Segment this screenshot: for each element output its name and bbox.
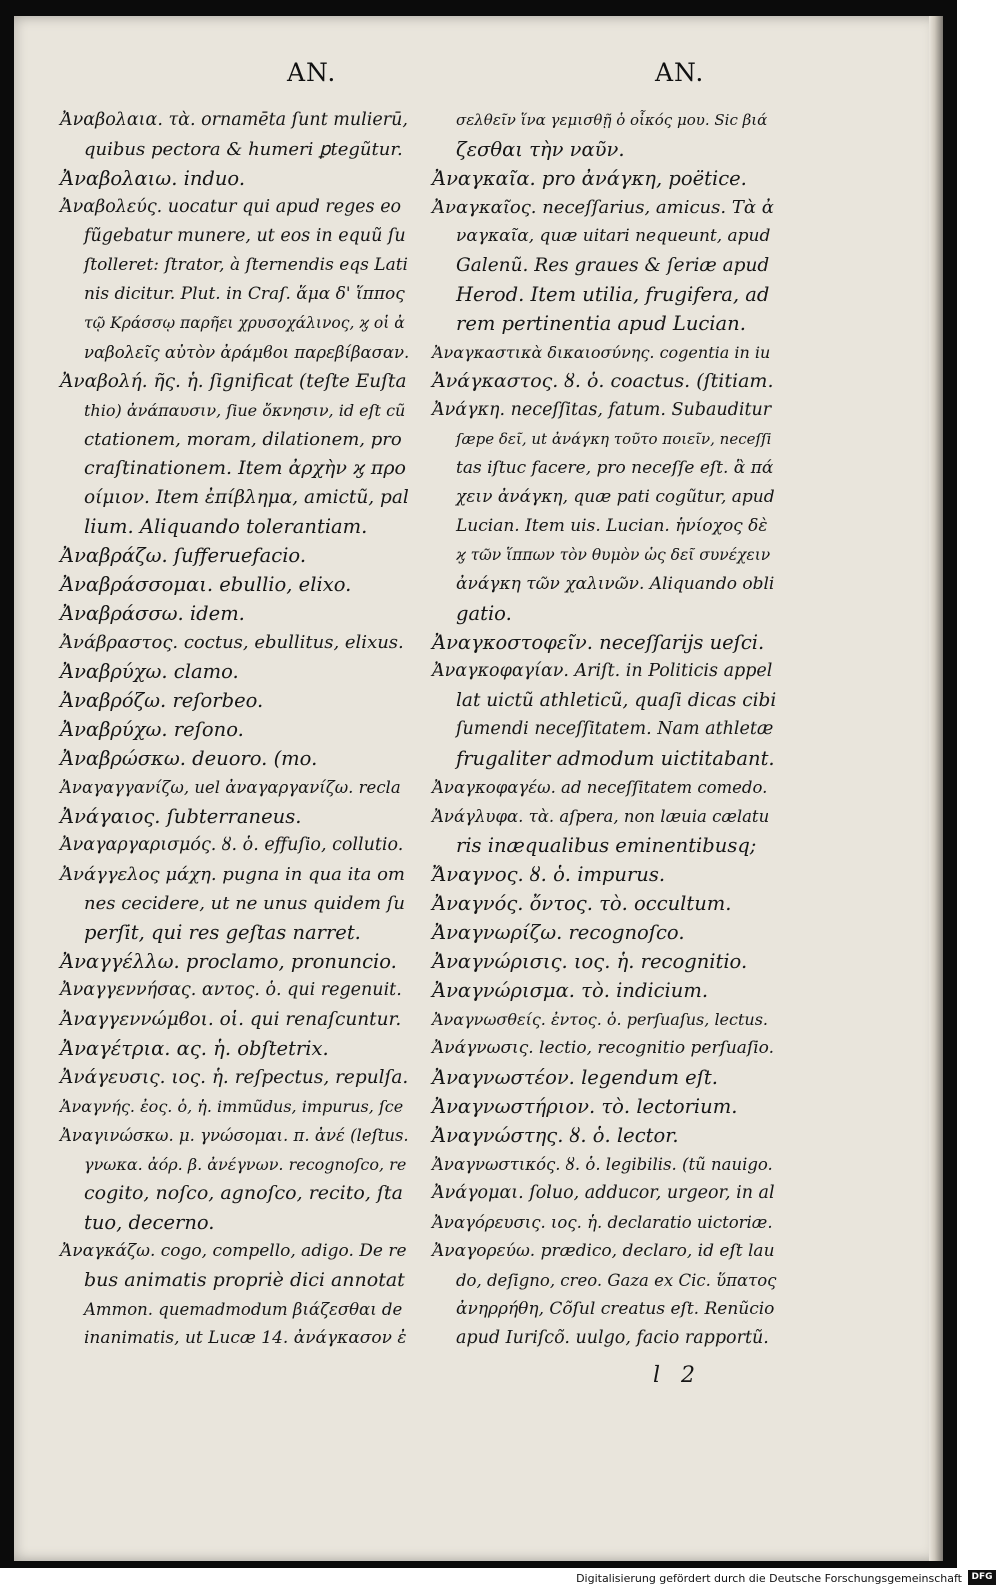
text-line: ζεσθαι τὴν ναῦν.: [456, 138, 625, 161]
text-line: Ἀναγκάζω. cogo, compello, adigo. De re: [60, 1241, 407, 1261]
text-line: Ἀναγκοφαγέω. ad neceſſitatem comedo.: [432, 778, 768, 797]
text-line: Ἀνάγαιος. ſubterraneus.: [60, 805, 302, 828]
text-line: tas iſtuc facere, pro neceſſe eſt. ἃ πά: [456, 458, 774, 478]
text-line: Ἄναγνος. ȣ. ὁ. impurus.: [432, 863, 666, 886]
text-line: Ἀναγκοφαγίαν. Ariſt. in Politicis appel: [432, 661, 773, 681]
text-line: Ἀναβολαιω. induo.: [60, 167, 246, 190]
text-line: Ἀναγνώστης. ȣ. ὁ. lector.: [432, 1124, 679, 1147]
text-line: rem pertinentia apud Lucian.: [456, 312, 746, 335]
text-line: Ἀναβράσσω. idem.: [60, 602, 245, 625]
text-line: γνωκα. ἀόρ. β. ἀνέγνων. recognoſco, re: [84, 1155, 407, 1174]
text-line: Ἀναγνώρισμα. τὸ. indicium.: [432, 979, 709, 1002]
text-line: perſit, qui res geſtas narret.: [84, 921, 361, 944]
text-line: thio) ἀνάπαυσιν, ſiue ὄκνησιν, id eſt cũ: [84, 401, 406, 420]
text-line: Ἀναγκαῖα. pro ἀνάγκη, poëtice.: [432, 167, 747, 190]
text-line: Ἀναγαγγανίζω, uel ἀναγαργανίζω. recla: [60, 778, 401, 797]
text-line: χειν ἀνάγκη, quæ pati cogũtur, apud: [456, 487, 775, 507]
text-line: Ἀναβολαια. τὰ. ornamēta ſunt mulierū,: [60, 110, 408, 130]
text-line: Ἀνάγκη. neceſſitas, fatum. Subauditur: [432, 400, 772, 420]
text-line: Ἀναβολεύς. uocatur qui apud reges eo: [60, 197, 402, 217]
text-line: nes cecidere, ut ne unus quidem ſu: [84, 893, 405, 914]
text-line: Ἀναγορεύω. prædico, declaro, id eſt lau: [432, 1241, 775, 1261]
text-line: Ἀναγκοστοφεῖν. neceſſarijs ueſci.: [432, 631, 765, 654]
text-line: frugaliter admodum uictitabant.: [456, 747, 775, 770]
text-line: do, deſigno, creo. Gaza ex Cic. ὕπατος: [456, 1271, 777, 1290]
text-line: Ἀναγόρευσις. ιος. ἡ. declaratio uictoriæ.: [432, 1213, 773, 1232]
text-line: Ἀναβολή. ῆς. ἡ. ſignificat (teſte Euſta: [60, 371, 407, 392]
text-line: Ἀναγνωσθείς. ἐντος. ὁ. perſuaſus, lectus.: [432, 1010, 769, 1029]
text-line: ἀνάγκη τῶν χαλινῶν. Aliquando obli: [456, 574, 775, 594]
text-line: ναβολεῖς αὐτὸν ἀράμϐοι παρεβίβασαν.: [84, 343, 410, 362]
text-line: Ἀναβρύχω. clamo.: [60, 660, 239, 683]
text-line: Ἀναγνώρισις. ιος. ἡ. recognitio.: [432, 950, 748, 973]
dfg-logo: DFG: [968, 1570, 996, 1585]
text-line: ſtolleret: ſtrator, à ſternendis eqs Lati: [84, 255, 408, 275]
text-line: Ἀνάγγελος μάχη. pugna in qua ita om: [60, 864, 405, 885]
text-line: οίμιον. Item ἐπίβλημα, amictũ, pal: [84, 487, 409, 508]
text-line: cogito, noſco, agnoſco, recito, ſta: [84, 1182, 403, 1204]
text-line: bus animatis propriè dici annotat: [84, 1269, 405, 1291]
text-line: Ἀναγγέλλω. proclamo, pronuncio.: [60, 950, 397, 973]
text-line: Ἀναγνωστικός. ȣ. ὁ. legibilis. (tũ nauigo.: [432, 1155, 773, 1174]
text-line: Ἀναβρόζω. reſorbeo.: [60, 689, 264, 712]
text-line: lium. Aliquando tolerantiam.: [84, 515, 368, 538]
text-line: ϗ τῶν ἵππων τὸν θυμὸν ὡς δεῖ συνέχειν: [456, 546, 771, 564]
text-line: ſumendi neceſſitatem. Nam athletæ: [456, 719, 774, 739]
text-line: Ἀναβρύχω. reſono.: [60, 718, 244, 741]
text-line: ris inæqualibus eminentibusq;: [456, 834, 757, 857]
right-column: [432, 106, 777, 1353]
text-line: inanimatis, ut Lucæ 14. ἀνάγκασον ἐ: [84, 1328, 407, 1348]
text-line: Ἀναγέτρια. ας. ἡ. obſtetrix.: [60, 1037, 329, 1060]
text-line: ναγκαῖα, quæ uitari nequeunt, apud: [456, 226, 771, 246]
page-gutter-shadow: [929, 16, 943, 1561]
text-line: Ἀναγνής. ἐος. ὁ, ἡ. immũdus, impurus, ſce: [60, 1097, 404, 1116]
text-line: Ἀναγαργαρισμός. ȣ. ὁ. effuſio, collutio.: [60, 835, 404, 855]
text-line: Ἀναγνωστέον. legendum eſt.: [432, 1066, 718, 1089]
text-line: Herod. Item utilia, frugifera, ad: [456, 283, 770, 306]
funding-footer: Digitalisierung gefördert durch die Deutsche Forschungsgemeinschaft: [576, 1572, 962, 1585]
text-line: tuo, decerno.: [84, 1211, 215, 1234]
text-line: Ἀναβράσσομαι. ebullio, elixo.: [60, 573, 352, 596]
text-line: Galenũ. Res graues & ſeriæ apud: [456, 255, 770, 276]
text-line: Ἀνάγκαστος. ȣ. ὁ. coactus. (ſtitiam.: [432, 370, 774, 392]
text-line: τῷ Κράσσῳ παρῆει χρυσοχάλινος, ϗ οἱ ἀ: [84, 314, 405, 332]
text-line: ἀνηρρήθη, Cõſul creatus eſt. Renũcio: [456, 1299, 775, 1319]
text-line: σελθεῖν ἵνα γεμισθῇ ὁ οἶκός μου. Sic βιά: [456, 111, 768, 129]
text-line: Ἀναγγεννήσας. αντος. ὁ. qui regenuit.: [60, 980, 402, 1000]
text-line: apud Iuriſcõ. uulgo, facio rapportũ.: [456, 1328, 769, 1348]
text-line: Ἀναβρώσκω. deuoro. (mo.: [60, 747, 318, 770]
text-line: Ἀναβράζω. ſufferuefacio.: [60, 544, 307, 567]
text-line: craſtinationem. Item ἀρχὴν ϗ προ: [84, 457, 406, 479]
text-line: lat uictũ athleticũ, quaſi dicas cibi: [456, 690, 777, 711]
text-line: Ἀναγνωστήριον. τὸ. lectorium.: [432, 1095, 738, 1118]
text-line: ctationem, moram, dilationem, pro: [84, 429, 402, 450]
text-line: Ἀναγκαῖος. neceſſarius, amicus. Τὰ ἀ: [432, 197, 774, 218]
text-line: fũgebatur munere, ut eos in equũ ſu: [84, 226, 406, 246]
text-line: Ἀνάβραστος. coctus, ebullitus, elixus.: [60, 632, 404, 653]
text-line: Ἀναγινώσκω. μ. γνώσομαι. π. ἀνέ (leſtus.: [60, 1126, 409, 1145]
text-line: Ἀναγκαστικὰ δικαιοσύνης. cogentia in iu: [432, 343, 771, 362]
running-header-left: ΑN.: [287, 58, 337, 87]
text-line: Ἀναγνωρίζω. recognoſco.: [432, 921, 685, 944]
text-line: Ἀνάγνωσις. lectio, recognitio perſuaſio.: [432, 1038, 775, 1058]
text-line: Ἀνάγομαι. ſoluo, adducor, urgeor, in al: [432, 1183, 775, 1203]
running-header-right: AN.: [655, 58, 705, 87]
text-line: Ἀνάγευσις. ιος. ἡ. reſpectus, repulſa.: [60, 1067, 409, 1088]
signature-mark: l 2: [653, 1363, 696, 1388]
text-line: ſæpe δεῖ, ut ἀνάγκη τοῦτο ποιεῖν, neceſſi: [456, 430, 772, 448]
text-line: nis dicitur. Plut. in Craſ. ἅμα δ' ἵππος: [84, 284, 405, 304]
text-line: Ἀναγνός. ὄντος. τὸ. occultum.: [432, 892, 732, 915]
text-line: Ἀνάγλυφα. τὰ. aſpera, non læuia cælatu: [432, 807, 770, 826]
text-line: gatio.: [456, 602, 512, 625]
text-line: quibus pectora & humeri ꝑtegũtur.: [84, 139, 403, 160]
left-column: [60, 106, 410, 1353]
text-line: Ἀναγγεννώμϐοι. οἱ. qui renaſcuntur.: [60, 1009, 402, 1030]
text-line: Ammon. quemadmodum βιάζεσθαι de: [84, 1300, 403, 1319]
text-line: Lucian. Item uis. Lucian. ἡνίοχος δὲ: [456, 516, 768, 536]
